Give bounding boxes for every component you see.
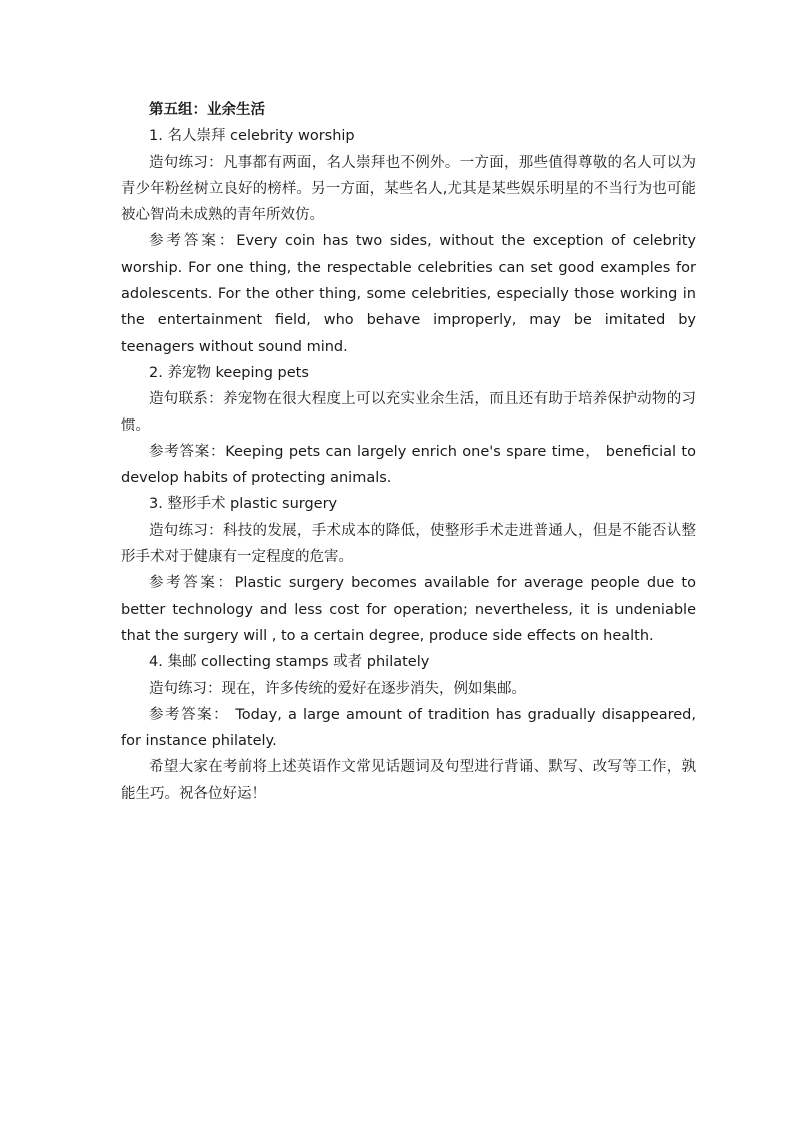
item-4-title: 4. 集邮 collecting stamps 或者 philately: [149, 654, 430, 671]
item-2-title: 2. 养宠物 keeping pets: [149, 364, 309, 381]
item-1-answer: 参考答案：Every coin has two sides, without the exception of celebrity worship. For one thing, the respectable celebrities can set good examples for adolescents. For the other thing, some celebrities, especially those working in the entertainment field, who behave improperly, may be imitated by teenagers without sound mind.: [121, 233, 696, 355]
item-4-answer: 参考答案： Today, a large amount of tradition has gradually disappeared, for instance philately.: [121, 706, 696, 750]
item-1-title: 1. 名人崇拜 celebrity worship: [149, 128, 355, 145]
section-title: 第五组：业余生活: [149, 102, 265, 118]
document-body: [121, 97, 696, 807]
item-2-practice: 造句联系：养宠物在很大程度上可以充实业余生活，而且还有助于培养保护动物的习惯。: [121, 391, 696, 434]
item-2-answer: 参考答案：Keeping pets can largely enrich one's spare time， beneficial to develop habits of protecting animals.: [121, 443, 696, 487]
item-1-practice: 造句练习：凡事都有两面，名人崇拜也不例外。一方面，那些值得尊敬的名人可以为青少年粉丝树立良好的榜样。另一方面，某些名人,尤其是某些娱乐明星的不当行为也可能被心智尚未成熟的青年所效仿。: [121, 154, 696, 224]
closing-paragraph: 希望大家在考前将上述英语作文常见话题词及句型进行背诵、默写、改写等工作，孰能生巧。祝各位好运！: [121, 759, 696, 802]
item-3-answer: 参考答案：Plastic surgery becomes available for average people due to better technology and less cost for operation; nevertheless, it is undeniable that the surgery will , to a certain degree, produce side effects on health.: [121, 575, 696, 644]
item-3-title: 3. 整形手术 plastic surgery: [149, 496, 338, 513]
item-3-practice: 造句练习：科技的发展，手术成本的降低，使整形手术走进普通人，但是不能否认整形手术对于健康有一定程度的危害。: [121, 522, 696, 566]
item-4-practice: 造句练习：现在，许多传统的爱好在逐步消失，例如集邮。: [149, 680, 526, 697]
